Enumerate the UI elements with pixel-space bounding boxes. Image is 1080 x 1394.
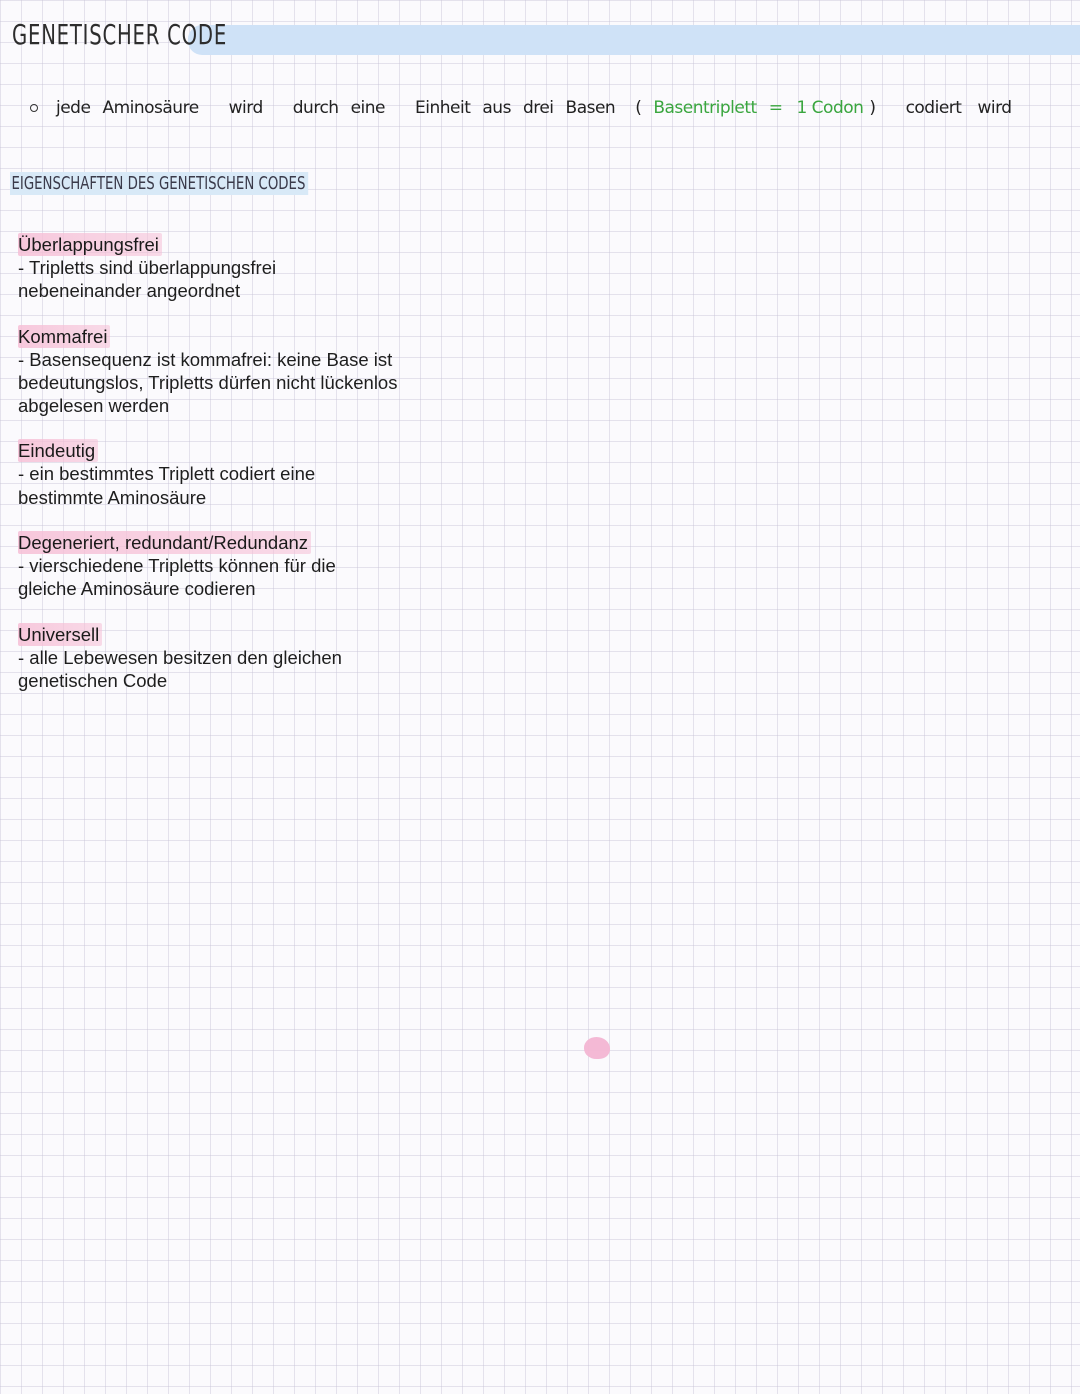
page-title: GENETISCHER CODE bbox=[12, 18, 228, 51]
term-codon: 1 Codon bbox=[796, 98, 864, 118]
intro-word: Aminosäure bbox=[102, 98, 199, 118]
property-item bbox=[18, 233, 398, 303]
property-heading: Überlappungsfrei bbox=[18, 233, 162, 256]
property-description: - vierschiedene Tripletts können für die gleiche Aminosäure codieren bbox=[18, 555, 336, 600]
intro-word: drei bbox=[522, 98, 554, 118]
property-description: - ein bestimmtes Triplett codiert eine bestimmte Aminosäure bbox=[18, 463, 316, 508]
intro-bullet-line bbox=[30, 92, 1024, 124]
property-item bbox=[18, 531, 398, 601]
paren-close: ) bbox=[869, 98, 876, 118]
property-item bbox=[18, 623, 398, 693]
paren-open: ( bbox=[635, 98, 642, 118]
bullet-icon bbox=[30, 104, 38, 112]
properties-list bbox=[18, 233, 398, 714]
property-item bbox=[18, 325, 398, 418]
intro-word: codiert bbox=[905, 98, 962, 118]
property-heading: Kommafrei bbox=[18, 325, 110, 348]
equals-sign: = bbox=[768, 98, 783, 118]
property-heading: Degeneriert, redundant/Redundanz bbox=[18, 531, 311, 554]
property-heading: Universell bbox=[18, 623, 102, 646]
property-description: - Tripletts sind überlappungsfrei nebeneinander angeordnet bbox=[18, 257, 277, 302]
title-highlight-bar bbox=[188, 25, 1080, 55]
intro-word: Basen bbox=[565, 98, 616, 118]
intro-word: eine bbox=[350, 98, 385, 118]
property-description: - Basensequenz ist kommafrei: keine Base ist bedeutungslos, Tripletts dürfen nicht lückenlos abgelesen werden bbox=[18, 348, 398, 417]
intro-word: Einheit bbox=[415, 98, 471, 118]
intro-word: aus bbox=[482, 98, 511, 118]
section-subtitle: EIGENSCHAFTEN DES GENETISCHEN CODES bbox=[10, 172, 308, 195]
property-heading: Eindeutig bbox=[18, 439, 98, 462]
intro-word: durch bbox=[292, 98, 339, 118]
property-description: - alle Lebewesen besitzen den gleichen genetischen Code bbox=[18, 646, 342, 691]
intro-word: wird bbox=[977, 98, 1012, 118]
term-basentriplett: Basentriplett bbox=[653, 98, 757, 118]
intro-word: wird bbox=[228, 98, 263, 118]
pink-ink-blot bbox=[584, 1037, 610, 1059]
property-item bbox=[18, 439, 398, 509]
intro-word: jede bbox=[56, 98, 91, 118]
